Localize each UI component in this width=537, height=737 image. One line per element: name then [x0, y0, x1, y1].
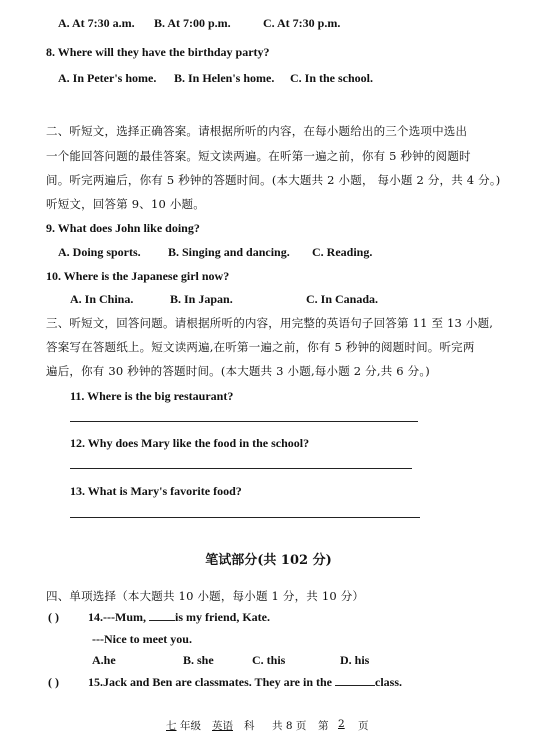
- q8-option-a: A. In Peter's home.: [58, 71, 157, 85]
- footer-subject-word: 科: [244, 720, 255, 732]
- q12-question: 12. Why does Mary like the food in the school?: [70, 436, 310, 450]
- q9-option-a: A. Doing sports.: [58, 245, 141, 259]
- q14-option-c: C. this: [252, 653, 286, 667]
- q10-option-c: C. In Canada.: [306, 292, 379, 306]
- section2-instructions-line2: 一个能回答问题的最佳答案。短文读两遍。在听第一遍之前，你有 5 秒钟的阅题时: [46, 149, 471, 163]
- footer-grade: 七: [166, 720, 177, 732]
- section3-instructions-line3: 遍后，你有 30 秒钟的答题时间。(本大题共 3 小题,每小题 2 分,共 6 分。): [46, 364, 430, 378]
- q14-blank[interactable]: [149, 610, 175, 621]
- section3-instructions-line1: 三、听短文，回答问题。请根据所听的内容，用完整的英语句子回答第 11 至 13 小题,: [46, 316, 494, 330]
- q9-option-b: B. Singing and dancing.: [168, 245, 290, 259]
- footer-grade-word: 年级: [180, 720, 201, 732]
- q14-option-a: A.he: [92, 653, 116, 667]
- q15-paren[interactable]: ( ): [48, 675, 59, 689]
- q15-prefix: 15.Jack and Ben are classmates. They are in the: [88, 675, 336, 689]
- q14-option-b: B. she: [183, 653, 214, 667]
- q13-answer-line[interactable]: [70, 517, 420, 518]
- q14-reply: ---Nice to meet you.: [92, 632, 192, 646]
- section2-instructions-line1: 二、听短文，选择正确答案。请根据所听的内容，在每小题给出的三个选项中选出: [46, 124, 468, 138]
- footer-subject: 英语: [212, 720, 233, 732]
- footer-page-number: 2: [338, 718, 345, 730]
- written-section-title: 笔试部分(共 102 分): [205, 553, 332, 568]
- footer-total-pages: 共 8 页: [272, 720, 307, 732]
- q14-paren[interactable]: ( ): [48, 610, 59, 624]
- q8-question: 8. Where will they have the birthday party?: [46, 45, 270, 59]
- q10-option-b: B. In Japan.: [170, 292, 233, 306]
- q15-question: [88, 675, 402, 690]
- q7-option-b: B. At 7:00 p.m.: [154, 16, 231, 30]
- q10-question: 10. Where is the Japanese girl now?: [46, 269, 230, 283]
- q10-option-a: A. In China.: [70, 292, 134, 306]
- q14-question: [88, 610, 270, 625]
- section4-instructions: 四、单项选择（本大题共 10 小题，每小题 1 分，共 10 分）: [46, 589, 365, 603]
- footer-page-label: 第: [318, 720, 329, 732]
- q11-answer-line[interactable]: [70, 421, 418, 422]
- q8-option-b: B. In Helen's home.: [174, 71, 275, 85]
- q9-question: 9. What does John like doing?: [46, 221, 200, 235]
- q8-option-c: C. In the school.: [290, 71, 374, 85]
- q13-question: 13. What is Mary's favorite food?: [70, 484, 242, 498]
- section2-instructions-line4: 听短文，回答第 9、10 小题。: [46, 197, 205, 211]
- q15-suffix: class.: [375, 675, 403, 689]
- section3-instructions-line2: 答案写在答题纸上。短文读两遍,在听第一遍之前，你有 5 秒钟的阅题时间。听完两: [46, 340, 475, 354]
- q11-question: 11. Where is the big restaurant?: [70, 389, 234, 403]
- q7-option-a: A. At 7:30 a.m.: [58, 16, 135, 30]
- q14-option-d: D. his: [340, 653, 370, 667]
- q14-suffix: is my friend, Kate.: [174, 610, 270, 624]
- section2-instructions-line3: 间。听完两遍后，你有 5 秒钟的答题时间。(本大题共 2 小题， 每小题 2 分，共 4 分。): [46, 173, 501, 187]
- q14-prefix: 14.---Mum,: [88, 610, 149, 624]
- q12-answer-line[interactable]: [70, 468, 412, 469]
- q15-blank[interactable]: [335, 675, 375, 686]
- q7-option-c: C. At 7:30 p.m.: [263, 16, 341, 30]
- q9-option-c: C. Reading.: [312, 245, 373, 259]
- footer-page-word: 页: [358, 720, 369, 732]
